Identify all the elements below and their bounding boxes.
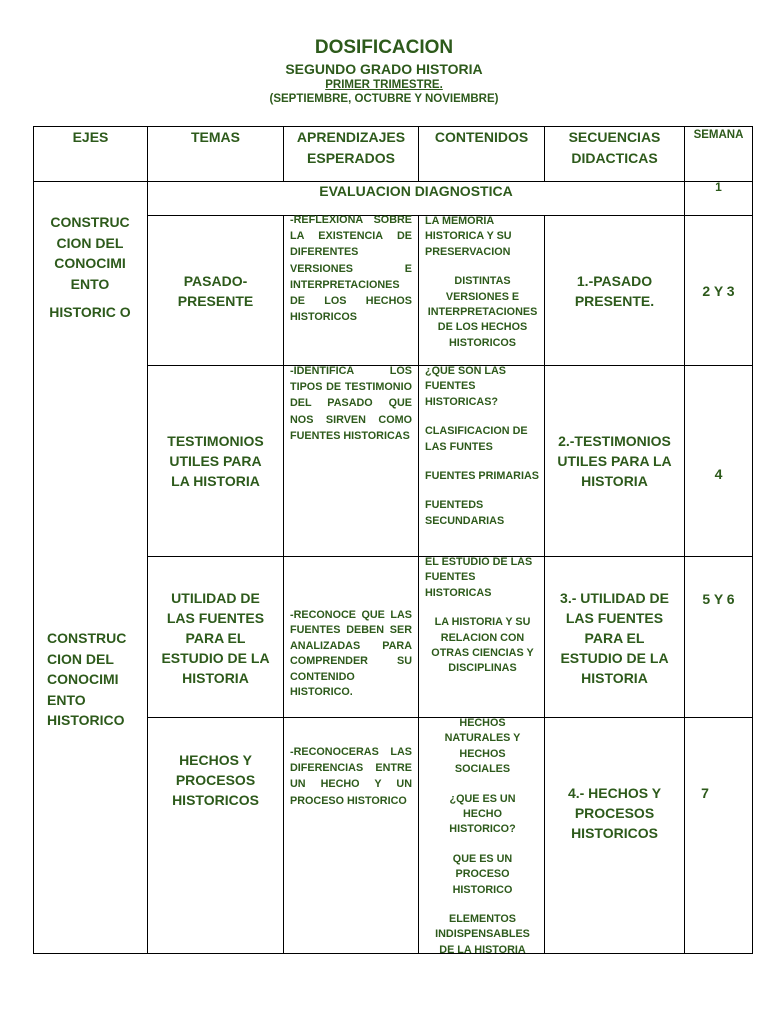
row-2-aprendizaje: -IDENTIFICA LOS TIPOS DE TESTIMONIO DEL PASADO QUE NOS SIRVEN COMO FUENTES HISTORICAS: [290, 365, 412, 442]
header-secuencias: SECUENCIAS DIDACTICAS: [568, 129, 661, 166]
row-2-contenido-3: FUENTES PRIMARIAS: [425, 470, 539, 483]
row-3-semana: 5 Y 6: [702, 591, 735, 607]
row-4-contenidos: [419, 716, 544, 958]
eje-2: CONSTRUC CION DEL CONOCIMI ENTO HISTORICO: [47, 630, 127, 728]
row-1-secuencia: 1.-PASADO PRESENTE.: [574, 273, 655, 309]
header-ejes: EJES: [72, 129, 109, 145]
months-label: (SEPTIEMBRE, OCTUBRE Y NOVIEMBRE): [269, 93, 499, 105]
row-1-contenidos: [419, 214, 544, 351]
row-2-contenido-4: FUENTEDS SECUNDARIAS: [425, 499, 505, 527]
row-4-aprendizaje: -RECONOCERAS LAS DIFERENCIAS ENTRE UN HECHO Y UN PROCESO HISTORICO: [290, 746, 412, 807]
row-1-aprendizaje: -REFLEXIONA SOBRE LA EXISTENCIA DE DIFERENTES VERSIONES E INTERPRETACIONES DE LOS HECHOS HISTORICOS: [290, 214, 412, 324]
eje-1-text-2: HISTORIC O: [49, 304, 131, 320]
row-3-contenido-1: EL ESTUDIO DE LAS FUENTES HISTORICAS: [425, 556, 533, 599]
row-3-contenido-2: LA HISTORIA Y SU RELACION CON OTRAS CIENCIAS Y DISCIPLINAS: [431, 616, 534, 675]
header-contenidos: CONTENIDOS: [434, 129, 529, 145]
row-4-contenido-3: QUE ES UN PROCESO HISTORICO: [452, 852, 513, 896]
row-2-semana: 4: [714, 466, 723, 482]
row-4-contenido-1: HECHOS NATURALES Y HECHOS SOCIALES: [444, 717, 521, 776]
row-1-tema: PASADO-PRESENTE: [177, 273, 254, 309]
row-2-contenidos: [419, 364, 544, 529]
eje-1-text: CONSTRUC CION DEL CONOCIMI ENTO: [50, 214, 130, 292]
row-3-aprendizaje: -RECONOCE QUE LAS FUENTES DEBEN SER ANALIZADAS PARA COMPRENDER SU CONTENIDO HISTORICO.: [290, 609, 412, 699]
row-4-contenido-4: ELEMENTOS INDISPENSABLES DE LA HISTORIA: [435, 913, 530, 956]
eval-diagnostica: EVALUACION DIAGNOSTICA: [319, 183, 513, 199]
eval-semana: 1: [715, 180, 722, 194]
row-3-secuencia: 3.- UTILIDAD DE LAS FUENTES PARA EL ESTUDIO DE LA HISTORIA: [560, 590, 669, 686]
row-1-semana: 2 Y 3: [702, 283, 735, 299]
row-2-contenido-1: ¿QUE SON LAS FUENTES HISTORICAS?: [425, 365, 506, 408]
row-3-tema: UTILIDAD DE LAS FUENTES PARA EL ESTUDIO DE LA HISTORIA: [161, 590, 270, 686]
row-2-tema: TESTIMONIOS UTILES PARA LA HISTORIA: [167, 433, 264, 489]
row-4-semana: 7: [701, 785, 709, 801]
document-subtitle: SEGUNDO GRADO HISTORIA: [285, 61, 483, 77]
row-2-contenido-2: CLASIFICACION DE LAS FUNTES: [425, 425, 528, 453]
document-title: DOSIFICACION: [314, 37, 454, 58]
row-1-contenido-2: DISTINTAS VERSIONES E INTERPRETACIONES DE LOS HECHOS HISTORICOS: [427, 275, 538, 349]
row-2-secuencia: 2.-TESTIMONIOS UTILES PARA LA HISTORIA: [557, 433, 672, 489]
row-4-contenido-2: ¿QUE ES UN HECHO HISTORICO?: [449, 792, 516, 836]
eje-1: [44, 212, 136, 323]
header-aprendizajes: APRENDIZAJES ESPERADOS: [296, 129, 406, 166]
trimester-label: PRIMER TRIMESTRE.: [325, 79, 443, 91]
header-temas: TEMAS: [191, 129, 240, 145]
row-3-contenidos: [419, 555, 544, 677]
header-semana: SEMANA: [693, 129, 744, 141]
row-1-contenido-1: LA MEMORIA HISTORICA Y SU PRESERVACION: [425, 215, 512, 258]
row-4-secuencia: 4.- HECHOS Y PROCESOS HISTORICOS: [567, 785, 662, 841]
row-4-tema: HECHOS Y PROCESOS HISTORICOS: [172, 752, 259, 808]
